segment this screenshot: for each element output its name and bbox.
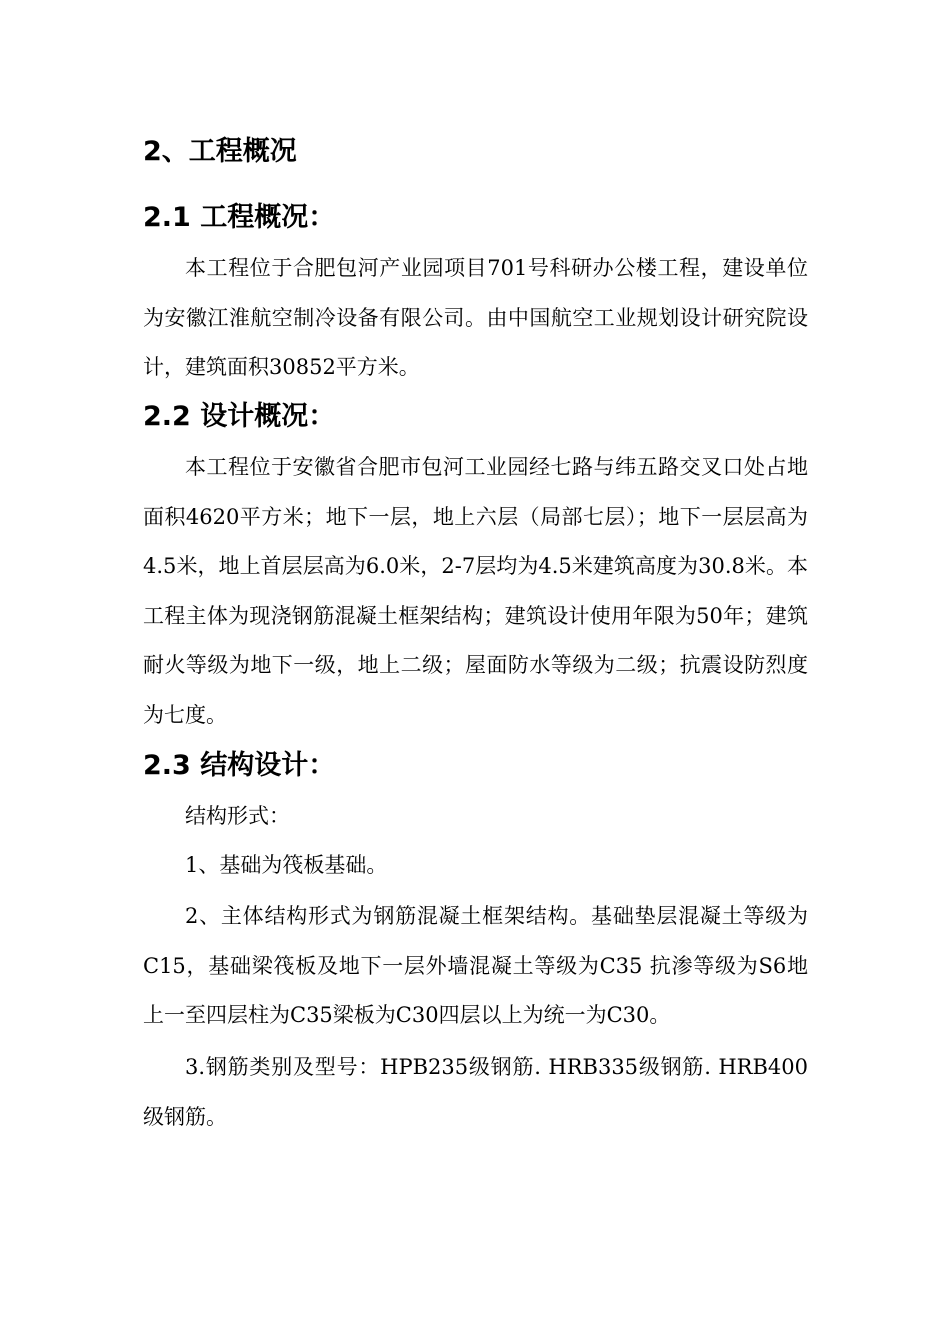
section-title: 2、工程概况 xyxy=(143,136,297,167)
structure-item-1: 1、基础为筏板基础。 xyxy=(185,853,388,877)
heading-2-2: 2.2 设计概况： xyxy=(143,401,336,432)
structure-intro: 结构形式： xyxy=(185,804,290,828)
structure-item-2: 2、主体结构形式为钢筋混凝土框架结构。基础垫层混凝土等级为C15，基础梁筏板及地下一层外墙混凝土等级为C35 抗渗等级为S6地上一至四层柱为C35梁板为C30四层以上为统一为C30。 xyxy=(143,904,808,1027)
paragraph-2-2: 本工程位于安徽省合肥市包河工业园经七路与纬五路交叉口处占地面积4620平方米；地下一层，地上六层（局部七层）；地下一层层高为4.5米，地上首层层高为6.0米，2-7层均为4.5米建筑高度为30.8米。本工程主体为现浇钢筋混凝土框架结构；建筑设计使用年限为50年；建筑耐火等级为地下一级，地上二级；屋面防水等级为二级；抗震设防烈度为七度。 xyxy=(143,455,808,727)
heading-2-3: 2.3 结构设计： xyxy=(143,750,336,781)
heading-2-1: 2.1 工程概况： xyxy=(143,202,336,233)
paragraph-2-1: 本工程位于合肥包河产业园项目701号科研办公楼工程，建设单位为安徽江淮航空制冷设备有限公司。由中国航空工业规划设计研究院设计，建筑面积30852平方米。 xyxy=(143,256,808,379)
structure-item-3: 3.钢筋类别及型号：HPB235级钢筋. HRB335级钢筋. HRB400级钢筋。 xyxy=(143,1055,808,1129)
